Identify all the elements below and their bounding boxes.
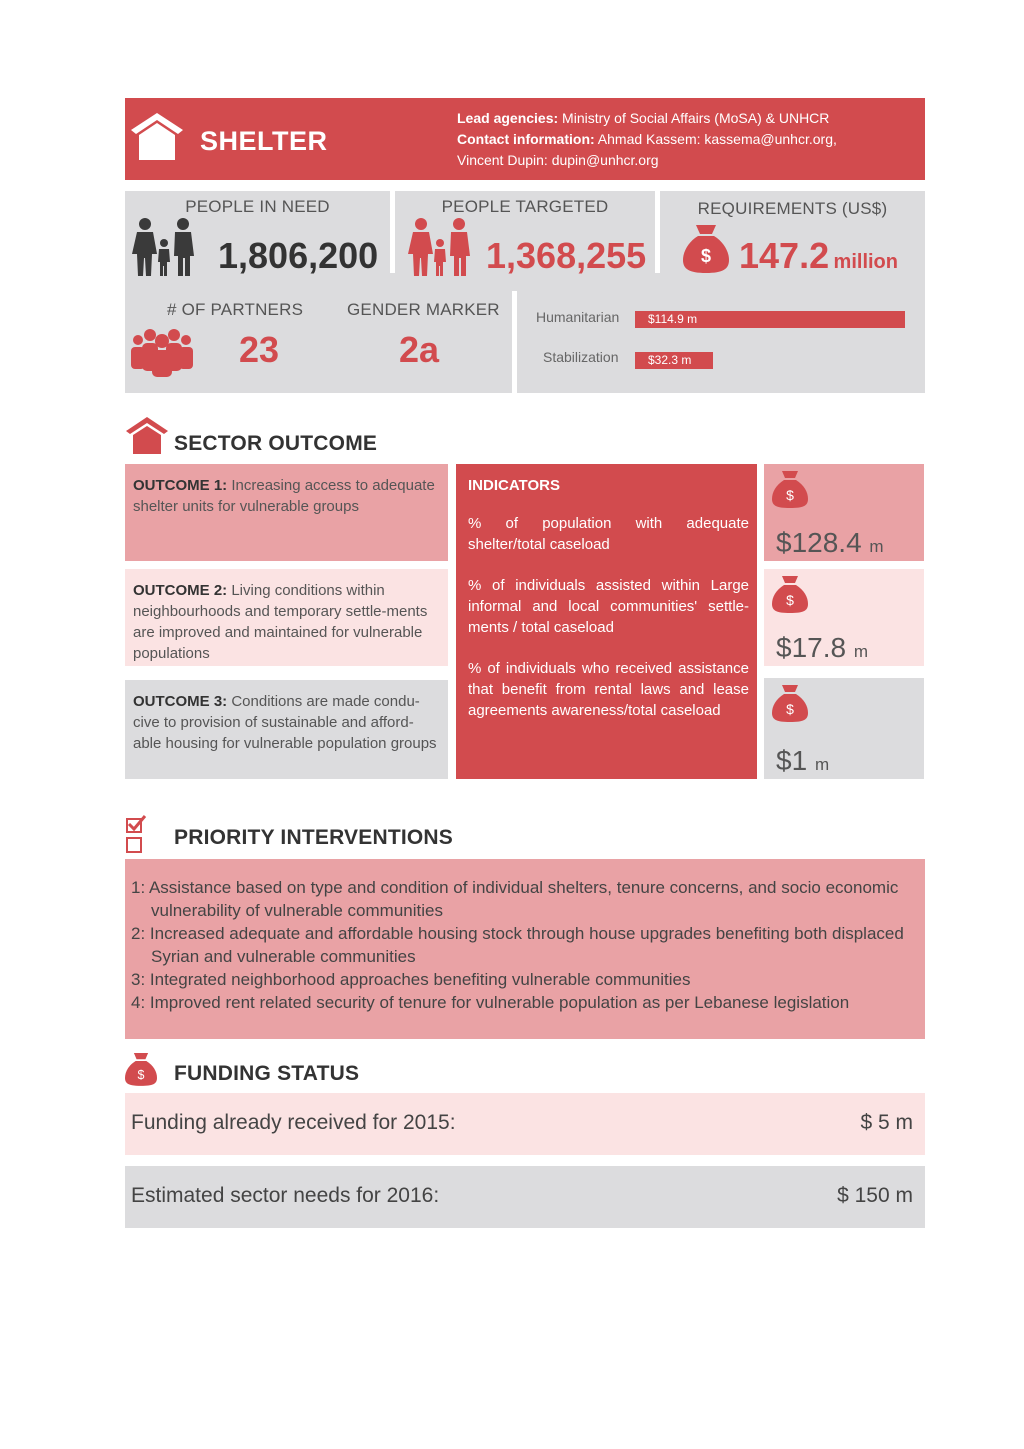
budget-amount xyxy=(776,527,884,559)
budget-value: $17.8 xyxy=(776,632,847,663)
outcome-1-budget xyxy=(764,464,924,561)
outcome-3 xyxy=(125,680,448,779)
group-icon xyxy=(130,327,194,377)
requirements-label: REQUIREMENTS (US$) xyxy=(697,199,888,218)
partners-label: # OF PARTNERS xyxy=(167,300,304,319)
svg-text:$: $ xyxy=(137,1067,145,1082)
outcome-2-budget xyxy=(764,569,924,666)
funding-row xyxy=(125,1093,925,1155)
contact-value-2: Vincent Dupin: dupin@unhcr.org xyxy=(457,152,659,168)
family-icon xyxy=(407,217,475,277)
outcome-label: OUTCOME 1: xyxy=(133,477,228,494)
contact-value: Ahmad Kassem: kassema@unhcr.org, xyxy=(597,131,837,147)
outcome-1 xyxy=(125,464,448,561)
money-bag-icon xyxy=(772,470,808,508)
indicator-item: % of population with adequate shelter/total caseload xyxy=(468,515,749,553)
indicator-item: % of individuals who received assistance that benefit from rental laws and lease agreements awareness/total caseload xyxy=(468,660,749,719)
budget-unit: m xyxy=(853,642,869,661)
budget-value: $1 xyxy=(776,745,808,776)
svg-text:$: $ xyxy=(786,487,794,503)
priority-item: 3: Integrated neighborhood approaches benefiting vulnerable communities xyxy=(131,970,691,989)
budget-amount xyxy=(776,632,868,664)
stabilization-bar: $32.3 m xyxy=(635,352,713,369)
contact-label: Contact information: xyxy=(457,131,595,147)
house-icon xyxy=(126,416,168,456)
outcome-text: Living conditions within neighbourhoods and temporary settle-ments are improved and maintained for vulnerable populations xyxy=(133,582,428,662)
funding-value: $ 150 m xyxy=(837,1184,913,1207)
priority-item: 1: Assistance based on type and condition of individual shelters, tenure concerns, and socio economic vulnerability of vulnerable communities xyxy=(131,878,899,920)
outcome-label: OUTCOME 3: xyxy=(133,693,228,710)
humanitarian-label: Humanitarian xyxy=(536,309,620,325)
funding-label: Funding already received for 2015: xyxy=(131,1111,456,1134)
outcome-text: Increasing access to adequate shelter units for vulnerable groups xyxy=(133,477,435,515)
budget-unit: m xyxy=(814,755,830,774)
requirements-unit: million xyxy=(833,251,898,273)
sector-outcome-title: SECTOR OUTCOME xyxy=(174,432,378,455)
lead-agencies-label: Lead agencies: xyxy=(457,110,559,126)
sector-title: SHELTER xyxy=(200,126,328,156)
budget-amount xyxy=(776,745,829,777)
stabilization-label: Stabilization xyxy=(543,349,619,365)
svg-text:$: $ xyxy=(786,592,794,608)
requirements-value: 147.2 xyxy=(739,235,830,276)
gender-marker-value: 2a xyxy=(399,329,440,370)
budget-value: $128.4 xyxy=(776,527,862,558)
funding-value: $ 5 m xyxy=(860,1111,913,1134)
budget-unit: m xyxy=(869,537,884,556)
sector-header xyxy=(125,98,925,180)
priority-title: PRIORITY INTERVENTIONS xyxy=(174,826,453,849)
divider xyxy=(512,291,517,393)
indicator-item: % of individuals assisted within Large informal and local communities' settle-ments / total caseload xyxy=(468,577,749,636)
outcome-3-budget xyxy=(764,678,924,779)
money-bag-icon xyxy=(772,575,808,613)
priority-item: 4: Improved rent related security of tenure for vulnerable population as per Lebanese legislation xyxy=(131,993,850,1012)
outcome-2 xyxy=(125,569,448,666)
funding-title: FUNDING STATUS xyxy=(174,1062,360,1085)
svg-text:$: $ xyxy=(786,701,794,717)
stats-panel xyxy=(125,191,925,393)
contact-block xyxy=(457,108,917,171)
indicators-title: INDICATORS xyxy=(468,477,560,494)
money-bag-icon xyxy=(683,223,729,273)
people-targeted-value: 1,368,255 xyxy=(486,235,647,276)
people-in-need-label: PEOPLE IN NEED xyxy=(185,197,330,216)
requirements-amount xyxy=(739,235,898,277)
gender-marker-label: GENDER MARKER xyxy=(347,300,500,319)
outcome-label: OUTCOME 2: xyxy=(133,582,228,599)
svg-text:$: $ xyxy=(700,246,712,266)
house-icon xyxy=(129,110,185,164)
funding-row xyxy=(125,1166,925,1228)
priority-panel xyxy=(125,859,925,1039)
partners-value: 23 xyxy=(239,329,280,370)
indicators-panel xyxy=(456,464,757,779)
family-icon xyxy=(131,217,199,277)
money-bag-icon xyxy=(772,684,808,722)
checklist-icon xyxy=(125,815,147,855)
outcome-text: Conditions are made condu-cive to provision of sustainable and afford-able housing for vulnerable population groups xyxy=(133,693,437,752)
money-bag-icon xyxy=(125,1051,157,1087)
people-in-need-value: 1,806,200 xyxy=(218,235,379,276)
people-targeted-label: PEOPLE TARGETED xyxy=(441,197,609,216)
humanitarian-bar: $114.9 m xyxy=(635,311,905,328)
funding-label: Estimated sector needs for 2016: xyxy=(131,1184,440,1207)
priority-item: 2: Increased adequate and affordable housing stock through house upgrades benefiting both displaced Syrian and vulnerable communities xyxy=(131,924,904,966)
lead-agencies-value: Ministry of Social Affairs (MoSA) & UNHCR xyxy=(562,110,830,126)
